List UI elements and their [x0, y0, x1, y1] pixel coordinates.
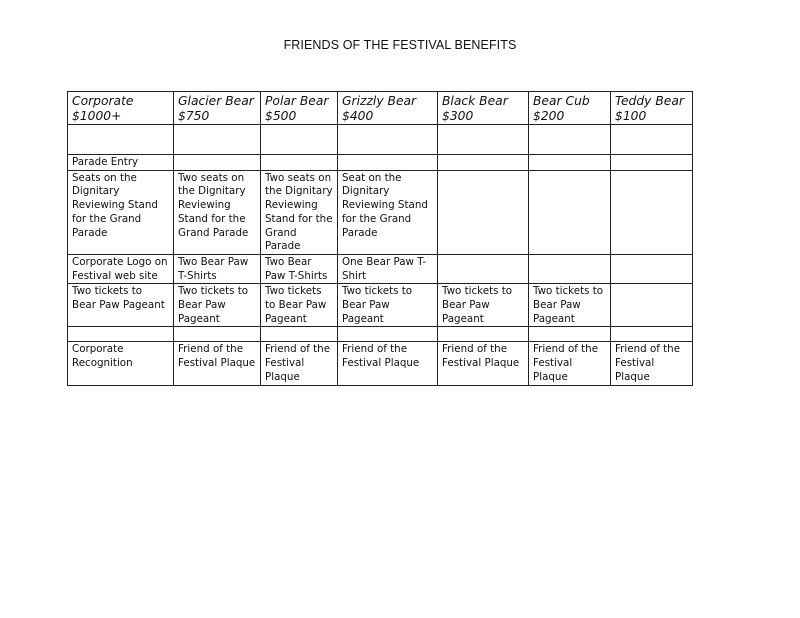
table-cell: [611, 125, 693, 155]
table-cell: [438, 125, 529, 155]
table-row: [68, 170, 693, 254]
table-cell: [529, 327, 611, 342]
table-cell: [438, 155, 529, 171]
table-cell: [174, 327, 261, 342]
table-cell: Two tickets to Bear Paw Pageant: [68, 284, 174, 327]
table-cell: [611, 284, 693, 327]
table-cell: Seat on the Dignitary Reviewing Stand for the Grand Parade: [338, 170, 438, 254]
table-row: [68, 125, 693, 155]
table-cell: [68, 327, 174, 342]
header-row: [68, 92, 693, 125]
table-row: [68, 327, 693, 342]
table-cell: Two tickets to Bear Paw Pageant: [261, 284, 338, 327]
table-cell: Friend of the Festival Plaque: [261, 342, 338, 385]
table-cell: Seats on the Dignitary Reviewing Stand for the Grand Parade: [68, 170, 174, 254]
table-cell: [611, 170, 693, 254]
table-cell: [68, 125, 174, 155]
table-cell: [438, 254, 529, 283]
table-cell: Friend of the Festival Plaque: [438, 342, 529, 385]
table-cell: [261, 155, 338, 171]
table-cell: [261, 125, 338, 155]
table-row: [68, 284, 693, 327]
table-cell: Two tickets to Bear Paw Pageant: [174, 284, 261, 327]
column-header-corporate: Corporate $1000+: [68, 92, 174, 125]
page-title: FRIENDS OF THE FESTIVAL BENEFITS: [283, 38, 517, 52]
table-row: [68, 342, 693, 385]
table-row: [68, 155, 693, 171]
table-cell: Corporate Recognition: [68, 342, 174, 385]
table-cell: [338, 155, 438, 171]
column-header-teddy-bear: Teddy Bear $100: [611, 92, 693, 125]
table-cell: Parade Entry: [68, 155, 174, 171]
table-cell: [438, 170, 529, 254]
table-cell: Corporate Logo on Festival web site: [68, 254, 174, 283]
column-header-glacier-bear: Glacier Bear $750: [174, 92, 261, 125]
table-cell: [611, 155, 693, 171]
table-cell: [338, 327, 438, 342]
table-cell: Two Bear Paw T-Shirts: [174, 254, 261, 283]
table-cell: Two tickets to Bear Paw Pageant: [438, 284, 529, 327]
table-cell: [438, 327, 529, 342]
column-header-grizzly-bear: Grizzly Bear $400: [338, 92, 438, 125]
table-cell: [529, 170, 611, 254]
table-cell: Two seats on the Dignitary Reviewing Stand for the Grand Parade: [174, 170, 261, 254]
table-cell: Two seats on the Dignitary Reviewing Stand for the Grand Parade: [261, 170, 338, 254]
table-cell: [529, 254, 611, 283]
table-cell: [611, 254, 693, 283]
table-cell: [529, 125, 611, 155]
table-cell: [338, 125, 438, 155]
table-cell: [529, 155, 611, 171]
table-cell: Friend of the Festival Plaque: [174, 342, 261, 385]
column-header-bear-cub: Bear Cub $200: [529, 92, 611, 125]
table-cell: One Bear Paw T-Shirt: [338, 254, 438, 283]
table-cell: Two tickets to Bear Paw Pageant: [529, 284, 611, 327]
table-cell: Friend of the Festival Plaque: [611, 342, 693, 385]
column-header-polar-bear: Polar Bear $500: [261, 92, 338, 125]
benefits-table: [67, 91, 693, 386]
table-cell: Two Bear Paw T-Shirts: [261, 254, 338, 283]
table-cell: [261, 327, 338, 342]
table-cell: [611, 327, 693, 342]
table-cell: Two tickets to Bear Paw Pageant: [338, 284, 438, 327]
column-header-black-bear: Black Bear $300: [438, 92, 529, 125]
table-cell: [174, 125, 261, 155]
table-cell: Friend of the Festival Plaque: [529, 342, 611, 385]
table-cell: [174, 155, 261, 171]
table-cell: Friend of the Festival Plaque: [338, 342, 438, 385]
table-row: [68, 254, 693, 283]
